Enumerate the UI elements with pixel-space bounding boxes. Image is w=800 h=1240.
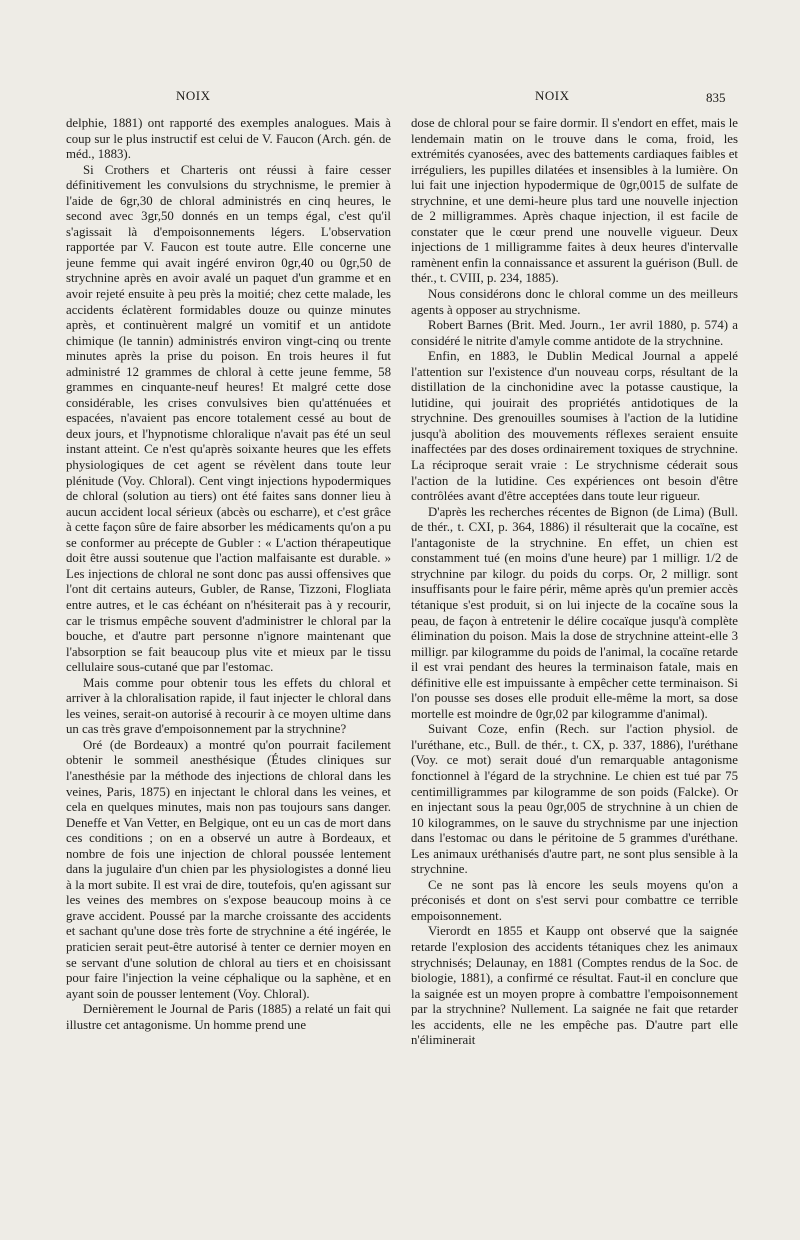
left-text-column xyxy=(66,116,391,1226)
paragraph: Dernièrement le Journal de Paris (1885) a relaté un fait qui illustre cet antagonisme. Un homme prend une xyxy=(66,1002,391,1032)
paragraph: D'après les recherches récentes de Bignon (de Lima) (Bull. de thér., t. CXI, p. 364, 1886) il résulterait que la cocaïne, est l'antagoniste de la strychnine. En effet, un chien est constamment tué (en moins d'une heure) par 1 milligr. 1/2 de strychnine par kilogr. du poids du corps. Or, 2 milligr. sont insuffisants pour le faire périr, même après qu'un premier accès tétanique s'est produit, si on lui injecte de la cocaïne sous la peau, de façon à entretenir le délire cocaïque jusqu'à complète élimination du poison. Mais la dose de strychnine atteint-elle 3 milligr. par kilogramme du poids de l'animal, la cocaïne retarde il est vrai pendant des heures la terminaison fatale, mais en définitive elle est impuissante à empêcher cette terminaison. Si l'on pousse ses doses elle produit elle-même la mort, sa dose mortelle est moindre de 0gr,02 par kilogramme d'animal). xyxy=(411,504,738,721)
paragraph: Vierordt en 1855 et Kaupp ont observé que la saignée retarde l'explosion des accidents tétaniques chez les animaux strychnisés; Delaunay, en 1881 (Comptes rendus de la Soc. de biologie, 1881), a confirmé ce résultat. Faut-il en conclure que la saignée est un moyen propre à combattre l'empoisonnement par la strychnine? Nullement. La saignée ne fait que retarder les accidents, elle ne les empêche pas. D'autre part elle n'éliminerait xyxy=(411,924,738,1048)
paragraph: Mais comme pour obtenir tous les effets du chloral et arriver à la chloralisation rapide, il faut injecter le chloral dans les veines, serait-on autorisé à recourir à ce moyen ultime dans un cas très grave d'empoisonnement par la strychnine? xyxy=(66,675,391,737)
paragraph: delphie, 1881) ont rapporté des exemples analogues. Mais à coup sur le plus instructif est celui de V. Faucon (Arch. gén. de méd., 1883). xyxy=(66,116,391,162)
paragraph: dose de chloral pour se faire dormir. Il s'endort en effet, mais le lendemain matin on le trouve dans le coma, froid, les extrémités cyanosées, avec des battements cardiaques faibles et irréguliers, les pupilles dilatées et insensibles à la lumière. On lui fait une injection hypodermique de 0gr,0015 de sulfate de strychnine, et une demi-heure plus tard une nouvelle injection de 2 milligrammes. Après chaque injection, il est facile de constater que le cœur prend une nouvelle vigueur. Deux injections de 1 milligramme faites à deux heures d'intervalle ramènent enfin la connaissance et assurent la guérison (Bull. de thér., t. CVIII, p. 234, 1885). xyxy=(411,116,738,286)
paragraph: Ce ne sont pas là encore les seuls moyens qu'on a préconisés et dont on s'est servi pour combattre ce terrible empoisonnement. xyxy=(411,877,738,923)
right-running-head: NOIX xyxy=(535,88,570,103)
paragraph: Suivant Coze, enfin (Rech. sur l'action physiol. de l'uréthane, etc., Bull. de thér., t. CX, p. 337, 1886), l'uréthane (Voy. ce mot) serait doué d'un remarquable antagonisme fonctionnel à l'égard de la strychnine. Le chien est tué par 75 centimilligrammes par kilogramme de son poids (Falcke). Or en injectant sous la peau 0gr,005 de strychnine à un chien de 10 kilogrammes, on le sauve du strychnisme par une injection dans l'estomac ou dans le péritoine de 5 grammes d'uréthane. Les animaux uréthanisés d'autre part, ne sont plus sensible à la strychnine. xyxy=(411,722,738,877)
page-number: 835 xyxy=(706,90,726,105)
paragraph: Si Crothers et Charteris ont réussi à faire cesser définitivement les convulsions du strychnisme, le premier à l'aide de 6gr,30 de chloral administrés en cinq heures, le second avec 3gr,50 donnés en un temps égal, c'est qu'il s'agissait là d'empoisonnements légers. L'observation rapportée par V. Faucon est toute autre. Elle concerne une jeune femme qui avait ingéré environ 0gr,40 ou 0gr,50 de strychnine après en avoir avalé un paquet d'un gramme et en avoir rejeté ensuite à peu près la moitié; chez cette malade, les accidents éclatèrent formidables douze ou quinze minutes après, et continuèrent malgré un vomitif et un antidote chimique (le tannin) administrés environ vingt-cinq ou trente minutes après la prise du poison. En trois heures il fut administré 12 grammes de chloral à cette jeune femme, 58 grammes en cinquante-neuf heures! Et malgré cette dose considérable, les crises convulsives bien qu'atténuées et espacées, n'avaient pas encore totalement cessé au bout de deux jours, et l'hypnotisme chloralique n'avait pas été un seul instant atteint. Ce n'est qu'après soixante heures que les effets physiologiques de cet agent se révèlent dans toute leur plénitude (Voy. Chloral). Cent vingt injections hypodermiques de chloral (solution au tiers) ont été faites sans donner lieu à aucun accident local sérieux (abcès ou escharre), et c'est grâce à cette façon sûre de faire absorber les médicaments qu'on a pu se conformer au précepte de Gubler : « L'action thérapeutique doit être aussi soutenue que l'action malfaisante est durable. » Les injections de chloral ne sont donc pas aussi offensives que l'ont dit certains auteurs, Gubler, de Ranse, Tizzoni, Flogliata entre autres, et le cas échéant on n'hésiterait pas à y recourir, car le trismus empêche souvent d'administrer le chloral par la bouche, et d'autre part personne n'ignore maintenant que l'absorption se fait beaucoup plus vite et mieux par le tissu cellulaire sous-cutané que par l'estomac. xyxy=(66,162,391,675)
paragraph: Enfin, en 1883, le Dublin Medical Journal a appelé l'attention sur l'existence d'un nouveau corps, résultant de la distillation de la cinchonidine avec la potasse caustique, la lutidine, qui jouirait des propriétés antidotiques de la strychnine. Des grenouilles soumises à l'action de la lutidine jusqu'à abolition des mouvements réflexes seraient ensuite inaffectées par des doses ordinairement toxiques de strychnine. La réciproque serait vraie : Le strychnisme céderait sous l'action de la lutidine. Ces expériences ont besoin d'être contrôlées avant d'être acceptées dans toute leur rigueur. xyxy=(411,349,738,504)
paragraph: Oré (de Bordeaux) a montré qu'on pourrait facilement obtenir le sommeil anesthésique (Études cliniques sur l'anesthésie par la méthode des injections de chloral dans les veines, Paris, 1875) en injectant le chloral dans les veines, et cela en quelques minutes, mais non pas toujours sans danger. Deneffe et Van Vetter, en Belgique, ont eu un cas de mort dans ces conditions ; on en a observé un autre à Bordeaux, et nombre de fois une injection de chloral poussée lentement dans la jugulaire d'un chien par les physiologistes a donné lieu à la mort subite. Il est vrai de dire, toutefois, qu'en agissant sur les veines des membres on s'expose beaucoup moins à ce grave accident. Poussé par la marche croissante des accidents et sachant qu'une dose très forte de strychnine a été ingérée, le praticien serait peut-être autorisé à tenter ce dernier moyen en se servant d'une solution de chloral au tiers et en choisissant pour faire l'injection la veine céphalique ou la saphène, et en ayant soin de pousser lentement (Voy. Chloral). xyxy=(66,737,391,1001)
paragraph: Robert Barnes (Brit. Med. Journ., 1er avril 1880, p. 574) a considéré le nitrite d'amyle comme antidote de la strychnine. xyxy=(411,318,738,348)
left-running-head: NOIX xyxy=(176,88,211,103)
paragraph: Nous considérons donc le chloral comme un des meilleurs agents à opposer au strychnisme. xyxy=(411,287,738,317)
right-text-column xyxy=(411,116,738,1226)
